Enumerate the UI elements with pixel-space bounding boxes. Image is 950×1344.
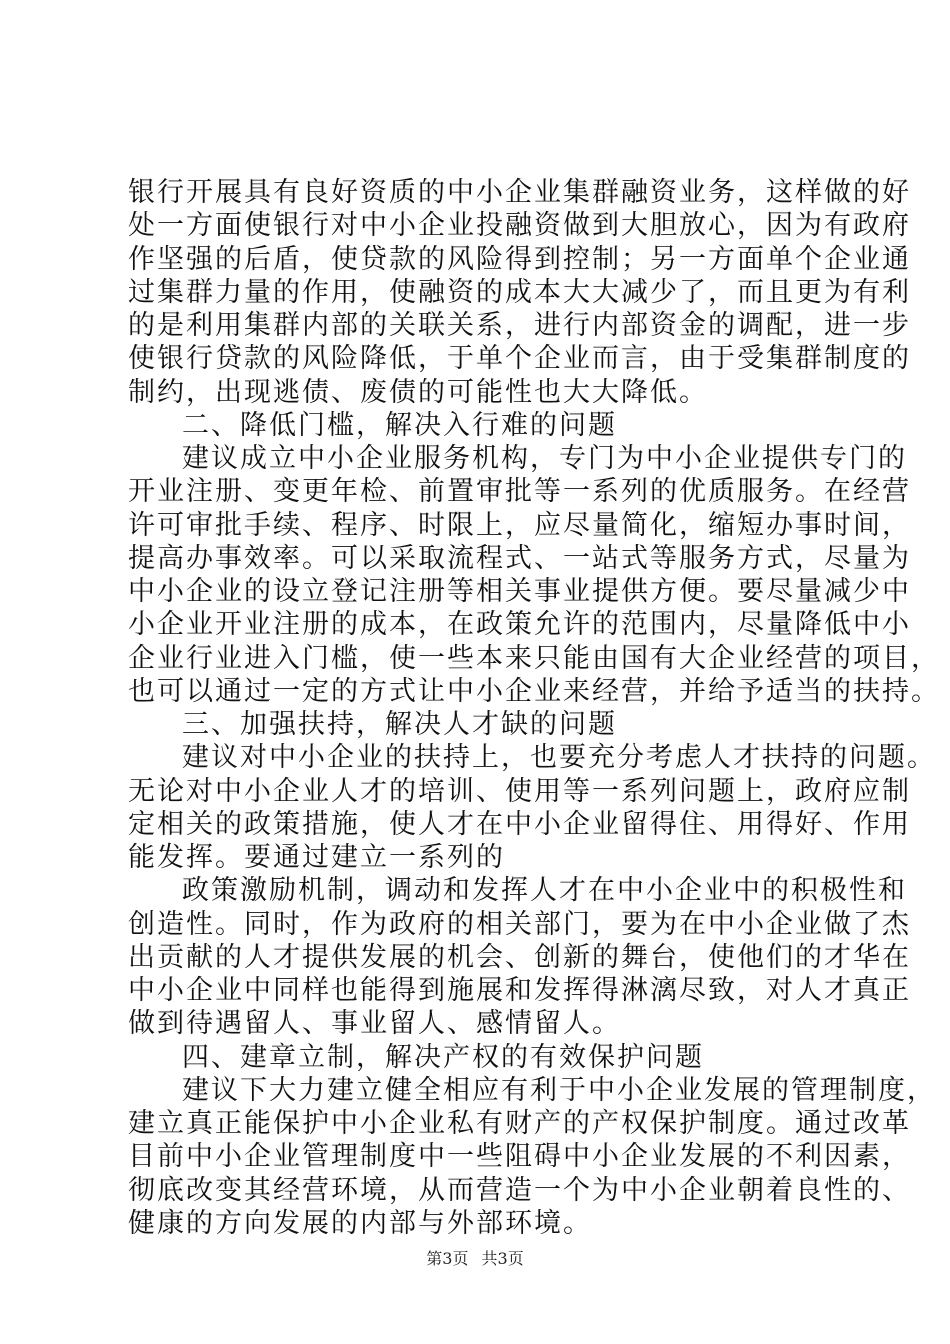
text-line: 无论对中小企业人才的培训、使用等一系列问题上，政府应制 <box>128 776 911 807</box>
section-heading: 二、降低门槛，解决入行难的问题 <box>182 410 617 441</box>
section-heading: 四、建章立制，解决产权的有效保护问题 <box>182 1042 704 1073</box>
text-line: 使银行贷款的风险降低，于单个企业而言，由于受集群制度的 <box>128 343 911 374</box>
text-line: 健康的方向发展的内部与外部环境。 <box>128 1208 592 1239</box>
paragraph-first-line: 建议对中小企业的扶持上，也要充分考虑人才扶持的问题。 <box>182 742 936 773</box>
text-line: 能发挥。要通过建立一系列的 <box>128 842 505 873</box>
text-line: 做到待遇留人、事业留人、感情留人。 <box>128 1008 621 1039</box>
text-line: 制约，出现逃债、废债的可能性也大大降低。 <box>128 377 708 408</box>
page-total: 共3页 <box>481 1249 524 1268</box>
paragraph-first-line: 建议成立中小企业服务机构，专门为中小企业提供专门的 <box>182 443 907 474</box>
text-line: 处一方面使银行对中小企业投融资做到大胆放心，因为有政府 <box>128 210 911 241</box>
text-line: 企业行业进入门槛，使一些本来只能由国有大企业经营的项目， <box>128 643 940 674</box>
text-line: 小企业开业注册的成本，在政策允许的范围内，尽量降低中小 <box>128 609 911 640</box>
text-line: 许可审批手续、程序、时限上，应尽量简化，缩短办事时间， <box>128 510 911 541</box>
text-line: 彻底改变其经营环境，从而营造一个为中小企业朝着良性的、 <box>128 1175 911 1206</box>
text-line: 银行开展具有良好资质的中小企业集群融资业务，这样做的好 <box>128 177 911 208</box>
text-line: 作坚强的后盾，使贷款的风险得到控制；另一方面单个企业通 <box>128 244 911 275</box>
text-line: 目前中小企业管理制度中一些阻碍中小企业发展的不利因素， <box>128 1141 911 1172</box>
text-line: 过集群力量的作用，使融资的成本大大减少了，而且更为有利 <box>128 277 911 308</box>
text-line: 定相关的政策措施，使人才在中小企业留得住、用得好、作用 <box>128 809 911 840</box>
text-line: 创造性。同时，作为政府的相关部门，要为在中小企业做了杰 <box>128 909 911 940</box>
paragraph-first-line: 政策激励机制，调动和发挥人才在中小企业中的积极性和 <box>182 875 907 906</box>
text-line: 也可以通过一定的方式让中小企业来经营，并给予适当的扶持。 <box>128 676 940 707</box>
section-heading: 三、加强扶持，解决人才缺的问题 <box>182 709 617 740</box>
text-line: 中小企业的设立登记注册等相关事业提供方便。要尽量减少中 <box>128 576 911 607</box>
text-line: 的是利用集群内部的关联关系，进行内部资金的调配，进一步 <box>128 310 911 341</box>
text-line: 开业注册、变更年检、前置审批等一系列的优质服务。在经营 <box>128 476 911 507</box>
text-line: 提高办事效率。可以采取流程式、一站式等服务方式，尽量为 <box>128 543 911 574</box>
paragraph-first-line: 建议下大力建立健全相应有利于中小企业发展的管理制度， <box>182 1075 936 1106</box>
text-line: 中小企业中同样也能得到施展和发挥得淋漓尽致，对人才真正 <box>128 975 911 1006</box>
page-number: 第3页 <box>426 1249 469 1268</box>
text-line: 出贡献的人才提供发展的机会、创新的舞台，使他们的才华在 <box>128 942 911 973</box>
page-footer <box>0 1246 950 1269</box>
text-line: 建立真正能保护中小企业私有财产的产权保护制度。通过改革 <box>128 1108 911 1139</box>
